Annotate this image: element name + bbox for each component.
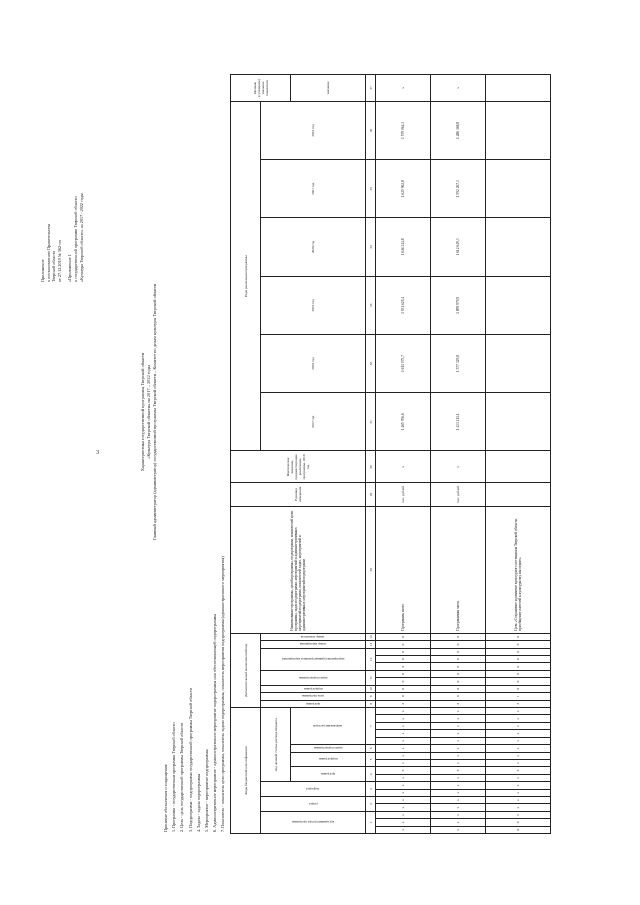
value-2018: 1 577 329,8 <box>431 334 486 392</box>
code-cell: х <box>486 730 551 737</box>
header-sub: подпрограмма <box>261 685 366 692</box>
code-cell: 0 <box>486 685 551 692</box>
column-number: 37 <box>366 75 376 102</box>
code-cell: х <box>376 782 431 789</box>
column-number: 29 <box>366 483 376 506</box>
column-number: 1 <box>366 811 376 833</box>
code-cell: х <box>486 737 551 744</box>
document-title <box>140 132 158 692</box>
approval-line: к государственной программе Тверской области <box>72 196 78 282</box>
code-cell: 0 <box>376 641 431 648</box>
code-cell: х <box>431 707 486 715</box>
value-2021: 1 625 962,8 <box>376 160 431 218</box>
code-cell: 0 <box>431 693 486 700</box>
code-cell: х <box>431 722 486 729</box>
code-cell: 0 <box>431 648 486 655</box>
header-unit: Единица измерения <box>231 483 366 506</box>
header-target: Целевое (суммарное) значение показателя <box>231 75 291 102</box>
header-admin-code: код администратора программы <box>261 811 366 833</box>
code-cell: х <box>431 804 486 811</box>
row-fact: х <box>431 451 486 483</box>
code-cell: 0 <box>486 678 551 685</box>
code-cell: 6 <box>486 819 551 826</box>
header-activity: мероприятие (административное мероприятие) <box>261 648 366 670</box>
header-year-2021: 2021 год <box>261 160 366 218</box>
code-cell: х <box>431 789 486 796</box>
header-extra-code: Дополнительный аналитический код <box>231 633 261 707</box>
code-cell: х <box>376 819 431 826</box>
code-cell: х <box>431 715 486 722</box>
code-cell: х <box>376 774 431 781</box>
code-cell: х <box>486 804 551 811</box>
column-number: 35 <box>366 160 376 218</box>
header-target-article: код целевой статьи расхода бюджета <box>261 707 291 781</box>
column-number: 13 <box>366 641 376 648</box>
code-cell: 0 <box>376 678 431 685</box>
row-name: Программа, всего <box>376 506 431 633</box>
code-cell: 3 <box>486 700 551 707</box>
value-2017: 1 433 211,1 <box>431 393 486 451</box>
value-2017 <box>486 393 551 451</box>
value-2019: 1 931 625,4 <box>376 276 431 334</box>
column-number: 31 <box>366 393 376 451</box>
column-number: 3 <box>366 782 376 797</box>
value-2017: 1 465 706,6 <box>376 393 431 451</box>
header-name: Наименование программы, целей программы, подпрограмм, показателей цели программы, задач подпрограмм, мероприятий и административных мероприятий подпрограмм, показателей задач, мероприятий и административных мероприятий подпрограмм <box>231 506 366 633</box>
code-cell: 0 <box>376 670 431 677</box>
column-number: 5 <box>366 752 376 767</box>
header-year-2019: 2019 год <box>261 276 366 334</box>
value-2020: 1 612 649,3 <box>431 218 486 276</box>
code-cell: х <box>376 737 431 744</box>
value-2022: 1 486 368,8 <box>431 101 486 159</box>
value-2018 <box>486 334 551 392</box>
code-cell: 0 <box>486 641 551 648</box>
code-cell: х <box>486 752 551 759</box>
legend-item: 4. Задача - задача подпрограммы <box>195 773 201 832</box>
title-line: «Культура Тверской области» на 2017 – 2022 годы <box>146 365 151 459</box>
code-cell: х <box>486 745 551 752</box>
value-2022 <box>486 101 551 159</box>
row-unit <box>486 483 551 506</box>
header-value: значение <box>291 75 366 102</box>
code-cell: 0 <box>376 685 431 692</box>
code-cell: 0 <box>376 656 431 663</box>
code-cell: х <box>376 722 431 729</box>
header-task: задача подпрограммы <box>291 745 366 752</box>
row-name: Цель «Сохранение и развитие культурного потенциала Тверской области, приобщение жителей к культурному наследию» <box>486 506 551 633</box>
code-cell: 1 <box>486 693 551 700</box>
table-row <box>431 75 486 834</box>
code-cell: х <box>486 782 551 789</box>
code-cell: х <box>486 789 551 796</box>
code-cell: 0 <box>431 641 486 648</box>
code-cell: 3 <box>431 700 486 707</box>
legend-item: 6. Административное мероприятие - административное мероприятие подпрограммы или обеспечивающей подпрограммы <box>212 613 218 832</box>
column-number: 4 <box>366 767 376 782</box>
header-indicator: номер показателя <box>261 633 366 641</box>
column-number: 14 <box>366 633 376 641</box>
code-cell: х <box>431 782 486 789</box>
column-number: 30 <box>366 451 376 483</box>
approval-line: Тверской области <box>51 250 57 282</box>
value-2020 <box>486 218 551 276</box>
program-table <box>230 74 551 834</box>
code-cell: х <box>431 811 486 818</box>
code-cell: х <box>376 789 431 796</box>
column-number: 36 <box>366 101 376 159</box>
code-cell: х <box>431 730 486 737</box>
code-cell: х <box>486 774 551 781</box>
row-unit: тыс. рублей <box>376 483 431 506</box>
code-cell: х <box>376 745 431 752</box>
column-number: 34 <box>366 218 376 276</box>
column-number: 32 <box>366 334 376 392</box>
code-cell: х <box>431 752 486 759</box>
row-fact <box>486 451 551 483</box>
rotated-landscape-content <box>40 62 600 842</box>
code-cell: х <box>486 707 551 715</box>
header-program: программа <box>291 767 366 782</box>
approval-stamp <box>40 132 84 282</box>
header-year-2020: 2020 год <box>261 218 366 276</box>
column-numbers-row <box>366 75 376 834</box>
code-cell: 0 <box>431 633 486 641</box>
column-number: 7 <box>366 707 376 744</box>
legend-item: 5. Мероприятие - мероприятие подпрограммы <box>204 749 210 832</box>
title-line: Характеристика государственной программы Тверской области <box>140 352 145 472</box>
header-activity-dir: направление расходов <box>291 707 366 744</box>
code-cell: х <box>431 745 486 752</box>
approval-line: к постановлению Правительства <box>45 223 51 282</box>
code-cell: х <box>486 796 551 803</box>
column-number: 6 <box>366 745 376 752</box>
code-cell: х <box>376 804 431 811</box>
value-2019: 1 899 979,9 <box>431 276 486 334</box>
approval-line: от 27.12.2019 № 562-пп <box>56 239 62 282</box>
row-target <box>486 75 551 102</box>
code-cell: 3 <box>486 767 551 774</box>
header-section: раздел <box>261 796 366 811</box>
title-line: Главный администратор (администратор) государственной программы Тверской области – Комитет по делам культуры Тверской области <box>152 283 157 541</box>
code-cell: х <box>431 819 486 826</box>
column-number: 12 <box>366 648 376 670</box>
code-cell: 0 <box>376 663 431 670</box>
legend-item: Принятые обозначения и сокращения: <box>163 763 168 832</box>
approval-line: Приложение <box>40 259 45 282</box>
approval-line: «Культура Тверской области» на 2017 - 2022 годы <box>78 193 84 282</box>
row-target: х <box>376 75 431 102</box>
code-cell: 0 <box>486 826 551 833</box>
code-cell: 0 <box>376 633 431 641</box>
code-cell: х <box>376 752 431 759</box>
header-years: Годы реализации программы <box>231 101 261 451</box>
column-number: 8 <box>366 700 376 707</box>
table-row <box>376 75 431 834</box>
code-cell: 3 <box>376 767 431 774</box>
row-target: х <box>431 75 486 102</box>
code-cell: 0 <box>431 656 486 663</box>
code-cell: 0 <box>431 685 486 692</box>
legend-item: 2. Цель - цель государственной программы Тверской области <box>179 722 185 832</box>
column-number: 10 <box>366 685 376 692</box>
code-cell: 0 <box>486 648 551 655</box>
header-activity-num: номер мероприятия <box>261 641 366 648</box>
code-cell: х <box>376 826 431 833</box>
code-cell: х <box>486 722 551 729</box>
table-row <box>486 75 551 834</box>
code-cell: х <box>431 774 486 781</box>
column-number: 9 <box>366 693 376 700</box>
code-cell: 0 <box>486 663 551 670</box>
code-cell: 3 <box>376 700 431 707</box>
header-subprogram: подпрограмма <box>291 752 366 767</box>
column-number: 11 <box>366 670 376 685</box>
code-cell: 0 <box>376 693 431 700</box>
header-fact: Фактическое значение, предшествующее реализации программы, 2016 год <box>231 451 366 483</box>
value-2020: 1 646 344,8 <box>376 218 431 276</box>
code-cell: 3 <box>431 767 486 774</box>
code-cell: 0 <box>431 670 486 677</box>
code-cell: х <box>431 737 486 744</box>
value-2021 <box>486 160 551 218</box>
legend-item: 1. Программа - государственная программа Тверской области <box>171 722 177 832</box>
column-number: 2 <box>366 796 376 811</box>
code-cell: х <box>486 715 551 722</box>
code-cell: х <box>431 759 486 766</box>
value-2022: 1 579 064,3 <box>376 101 431 159</box>
code-cell: 0 <box>486 656 551 663</box>
legend-item: 7. Показатель - показатель цели программы, показатель задачи подпрограммы, показатель мероприятия подпрограммы (административного мероприятия) <box>220 556 226 832</box>
legend-item: 3. Подпрограмма - подпрограмма государственной программы Тверской области <box>187 687 193 832</box>
code-cell: х <box>376 730 431 737</box>
header-year-2018: 2018 год <box>261 334 366 392</box>
header-task2: задача подпрограммы <box>261 670 366 685</box>
header-year-2022: 2022 год <box>261 101 366 159</box>
code-cell: х <box>376 715 431 722</box>
page-number: 3 <box>96 450 99 456</box>
code-cell: 5 <box>486 811 551 818</box>
code-cell: х <box>376 707 431 715</box>
code-cell: х <box>431 796 486 803</box>
row-unit: тыс. рублей <box>431 483 486 506</box>
code-cell: 0 <box>486 633 551 641</box>
value-2018: 1 611 075,7 <box>376 334 431 392</box>
code-cell: 0 <box>376 648 431 655</box>
column-number: 33 <box>366 276 376 334</box>
code-cell: х <box>486 759 551 766</box>
value-2019 <box>486 276 551 334</box>
header-budget-codes: Коды бюджетной классификации <box>231 707 261 833</box>
approval-line: «Приложение 1 <box>67 254 73 282</box>
value-2021: 1 592 267,3 <box>431 160 486 218</box>
code-cell: 0 <box>431 663 486 670</box>
code-cell: х <box>376 759 431 766</box>
row-name: Программная часть <box>431 506 486 633</box>
header-year-2017: 2017 год <box>261 393 366 451</box>
column-number: 28 <box>366 506 376 633</box>
code-cell: х <box>376 796 431 803</box>
header-goal: цель программы <box>261 693 366 700</box>
code-cell: х <box>431 826 486 833</box>
header-extra-program: программа <box>261 700 366 707</box>
header-subsection: подраздел <box>261 782 366 797</box>
code-cell: 0 <box>486 670 551 677</box>
code-cell: х <box>376 811 431 818</box>
row-fact: х <box>376 451 431 483</box>
code-cell: 0 <box>431 678 486 685</box>
legend <box>162 92 228 832</box>
